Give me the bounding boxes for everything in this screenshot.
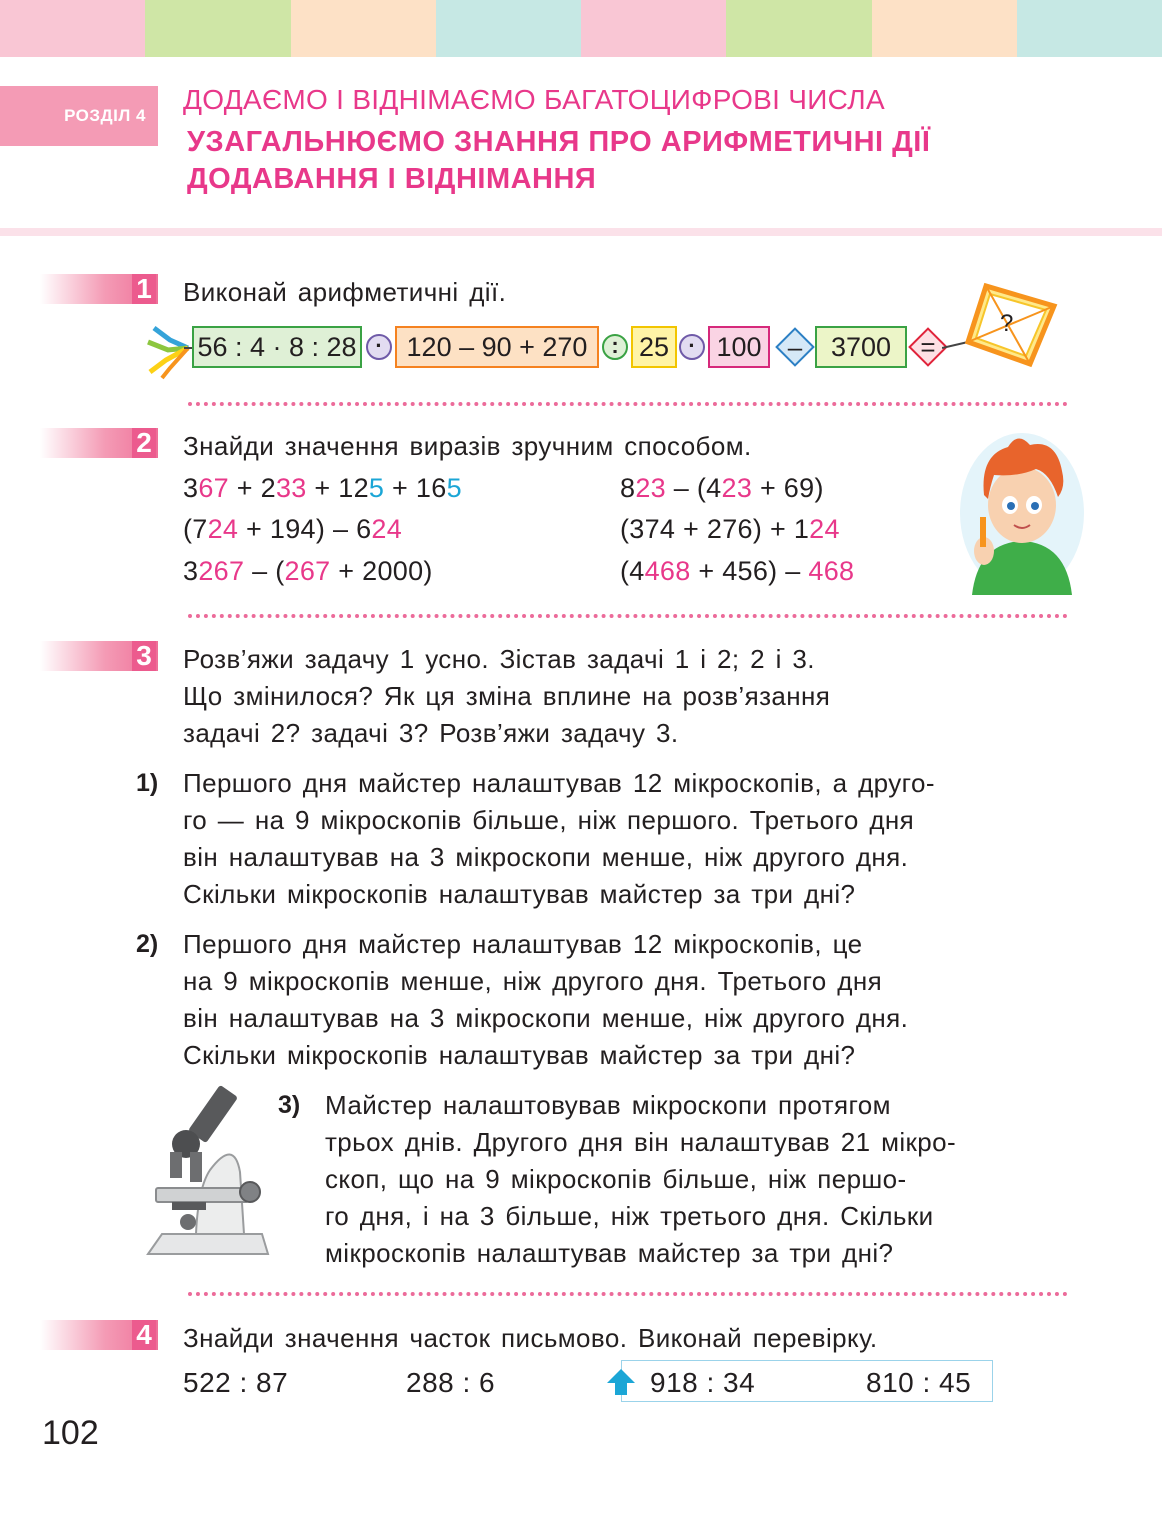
task1-instruction: Виконай арифметичні дії. [183, 277, 507, 307]
chain-operation-3: · [679, 334, 705, 360]
division-expression-1: 522 : 87 [183, 1367, 289, 1398]
microscope-illustration [140, 1078, 272, 1268]
chapter-title: ДОДАЄМО І ВІДНІМАЄМО БАГАТОЦИФРОВІ ЧИСЛА [183, 84, 885, 115]
chain-operation-5: = [920, 332, 936, 362]
chain-box-5: 3700 [815, 326, 907, 368]
expression-2: 823 – (423 + 69) [620, 473, 824, 503]
problem-2-label: 2) [136, 930, 159, 958]
page-number: 102 [42, 1414, 99, 1452]
expression-6: (4468 + 456) – 468 [620, 556, 855, 586]
problem-2-text: Першого дня майстер налаштував 12 мікроскопів, це на 9 мікроскопів менше, ніж другого дня. Третього дня він налаштував на 3 мікроскопи менше, ніж другого дня. Скільки мікроскопів налаштував майстер за три дні? [183, 929, 909, 1070]
header-divider [0, 228, 1162, 236]
division-expression-4: 810 : 45 [866, 1367, 972, 1398]
task-number: 2 [132, 428, 156, 458]
task2-instruction: Знайди значення виразів зручним способом. [183, 431, 752, 461]
chain-box-3: 25 [631, 326, 677, 368]
expression-5: 3267 – (267 + 2000) [183, 556, 433, 586]
chain-operation-4: – [787, 332, 803, 362]
task-number: 1 [132, 274, 156, 304]
ribbon-tail-icon [140, 322, 198, 380]
boy-illustration [958, 425, 1086, 595]
division-expression-2: 288 : 6 [406, 1367, 496, 1398]
task-number: 3 [132, 641, 156, 671]
arrow-up-icon [606, 1368, 636, 1396]
top-color-stripes [0, 0, 1162, 57]
task-number-badge [40, 274, 158, 304]
section-divider [188, 402, 1068, 406]
expression-1: 367 + 233 + 125 + 165 [183, 473, 462, 503]
chapter-tab: РОЗДІЛ 4 [0, 86, 158, 146]
task-number-badge [40, 428, 158, 458]
chain-operation-1: · [366, 334, 392, 360]
topic-title-line2: ДОДАВАННЯ І ВІДНІМАННЯ [187, 163, 597, 195]
division-expression-3: 918 : 34 [650, 1367, 756, 1398]
problem-1-label: 1) [136, 769, 159, 797]
topic-title [187, 124, 1087, 198]
chain-box-4: 100 [708, 326, 770, 368]
section-divider [188, 1292, 1068, 1296]
topic-title-line1: УЗАГАЛЬНЮЄМО ЗНАННЯ ПРО АРИФМЕТИЧНІ ДІЇ [187, 126, 931, 158]
task3-instruction: Розв’яжи задачу 1 усно. Зістав задачі 1 і 2; 2 і 3. Що змінилося? Як ця зміна вплине на розв’язання задачі 2? задачі 3? Розв’яжи задачу 3. [183, 644, 831, 748]
section-divider [188, 614, 1068, 618]
problem-3-text: Майстер налаштовував мікроскопи протягом трьох днів. Другого дня він налаштував 21 мікро- скоп, що на 9 мікроскопів більше, ніж першо- го дня, і на 3 більше, ніж третього дня. Скільки мікроскопів налаштував майстер за три дні? [325, 1090, 957, 1268]
chain-operation-2: : [602, 334, 628, 360]
task-number: 4 [132, 1320, 156, 1350]
expression-4: (374 + 276) + 124 [620, 514, 840, 544]
task-number-badge [40, 1320, 158, 1350]
expression-3: (724 + 194) – 624 [183, 514, 403, 544]
task-number-badge [40, 641, 158, 671]
chain-box-2: 120 – 90 + 270 [395, 326, 599, 368]
task4-instruction: Знайди значення часток письмово. Виконай перевірку. [183, 1323, 878, 1353]
problem-3-label: 3) [278, 1091, 301, 1119]
kite-question-mark: ? [1000, 310, 1014, 337]
chain-box-1: 56 : 4 · 8 : 28 [192, 326, 362, 368]
problem-1-text: Першого дня майстер налаштував 12 мікроскопів, а друго- го — на 9 мікроскопів більше, ніж першого. Третього дня він налаштував на 3 мікроскопи менше, ніж другого дня. Скільки мікроскопів налаштував майстер за три дні? [183, 768, 935, 909]
